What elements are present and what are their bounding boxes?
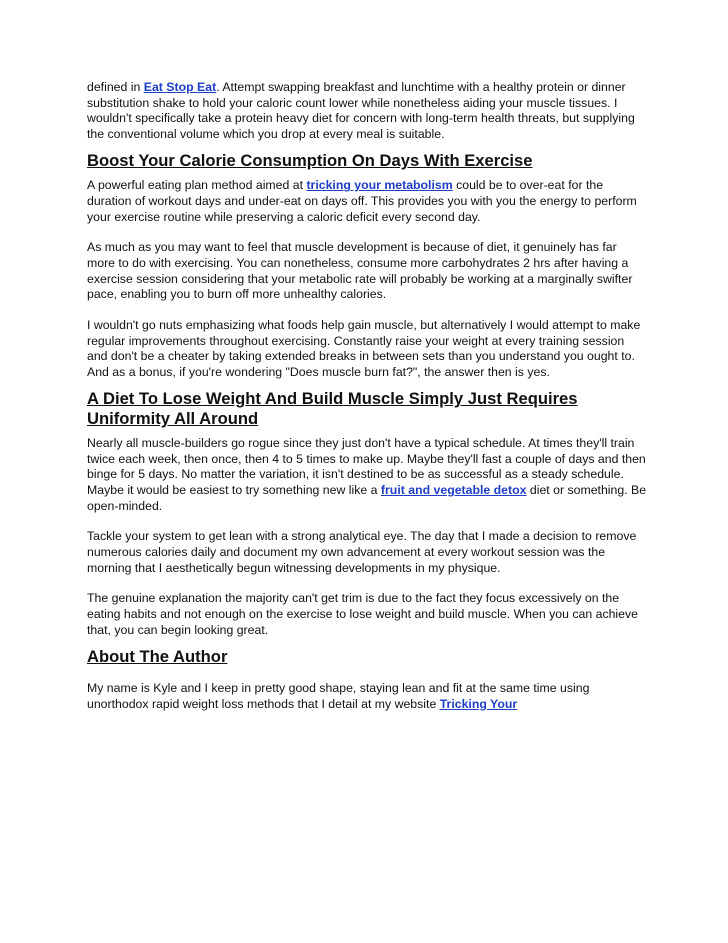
body-paragraph: The genuine explanation the majority can't get trim is due to the fact they focus excessively on the eating habits and not enough on the exercise to lose weight and build muscle. When you can achieve that, you can begin looking great. (87, 591, 638, 637)
tricking-your-link[interactable]: Tricking Your (439, 696, 518, 711)
body-paragraph (87, 436, 647, 514)
paragraph-text: My name is Kyle and I keep in pretty good shape, staying lean and fit at the same time using unorthodox rapid weight loss methods that I detail at my website (87, 681, 590, 711)
paragraph-text: . Attempt swapping breakfast and lunchtime with a healthy protein or dinner substitution shake to hold your caloric count lower while nonetheless aiding your muscle tissues. I wouldn't specifically take a protein heavy diet for concern with long-term health threats, but supplying the conventional volume which you drop at every meal is suitable. (87, 80, 635, 141)
paragraph-text: defined in (87, 80, 144, 94)
eat-stop-eat-link[interactable]: Eat Stop Eat (143, 80, 217, 94)
body-paragraph (87, 80, 647, 142)
body-paragraph (87, 681, 647, 712)
tricking-your-metabolism-link[interactable]: tricking your metabolism (306, 178, 453, 193)
body-paragraph: Tackle your system to get lean with a strong analytical eye. The day that I made a decision to remove numerous calories daily and document my own advancement at every workout session was the morning that I aesthetically begun witnessing developments in my physique. (87, 529, 637, 575)
body-paragraph: As much as you may want to feel that muscle development is because of diet, it genuinely has far more to do with exercising. You can nonetheless, consume more carbohydrates 2 hrs after having a exercise session considering that your metabolic rate will probably be working at a marginally swifter pace, enabling you to burn off more unhealthy calories. (87, 240, 633, 302)
section-heading-author: About The Author (87, 647, 228, 667)
paragraph-text: diet or something. Be open-minded. (87, 483, 647, 513)
paragraph-text: could be to over-eat for the duration of workout days and under-eat on days off. This provides you with you the energy to perform your exercise routine while preserving a caloric deficit every second day. (87, 178, 637, 224)
paragraph-text: Nearly all muscle-builders go rogue since they just don't have a typical schedule. At times they'll train twice each week, then once, then 4 to 5 times to make up. Maybe they'll fast a couple of days and then binge for 5 days. No matter the variation, it isn't destined to be as successful as a steady schedule. Maybe it would be easiest to try something new like a (87, 436, 646, 498)
section-heading-diet: A Diet To Lose Weight And Build Muscle Simply Just Requires Uniformity All Around (87, 389, 578, 429)
body-paragraph (87, 178, 647, 225)
fruit-and-vegetable-detox-link[interactable]: fruit and vegetable detox (380, 483, 527, 498)
document-page (87, 80, 647, 712)
section-heading-calorie: Boost Your Calorie Consumption On Days With Exercise (87, 151, 533, 171)
paragraph-text: A powerful eating plan method aimed at (87, 178, 307, 193)
body-paragraph: I wouldn't go nuts emphasizing what foods help gain muscle, but alternatively I would attempt to make regular improvements throughout exercising. Constantly raise your weight at every training session and don't be a cheater by taking extended breaks in between sets than you understand you ought to. And as a bonus, if you're wondering "Does muscle burn fat?", the answer then is yes. (87, 317, 641, 379)
